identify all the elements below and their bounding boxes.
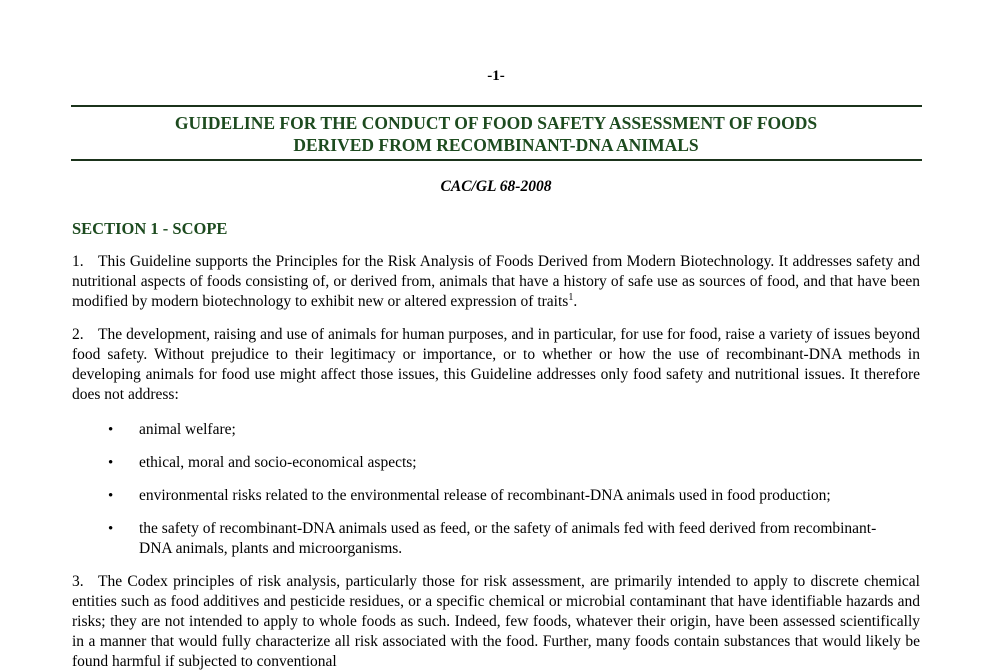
- paragraph-1-text: This Guideline supports the Principles for the Risk Analysis of Foods Derived from Modern Biotechnology. It addresses safety and nutritional aspects of foods consisting of, or derived from, animals that have a history of safe use as sources of food, and that have been modified by modern biotechnology to exhibit new or altered expression of traits: [72, 253, 920, 310]
- bullet-icon: •: [108, 521, 114, 537]
- top-rule: [71, 105, 922, 107]
- bullet-icon: •: [108, 422, 114, 438]
- document-title-line2: DERIVED FROM RECOMBINANT-DNA ANIMALS: [293, 135, 699, 155]
- paragraph-2-text: The development, raising and use of animals for human purposes, and in particular, for use for food, raise a variety of issues beyond food safety. Without prejudice to their legitimacy or importance, or to whether or how the use of recombinant-DNA methods in developing animals for food use might affect those issues, this Guideline addresses only food safety and nutritional issues. It therefore does not address:: [72, 326, 920, 403]
- list-item-text: animal welfare;: [139, 421, 236, 438]
- list-item-text: ethical, moral and socio-economical aspects;: [139, 454, 417, 471]
- bullet-icon: •: [108, 455, 114, 471]
- bullet-icon: •: [108, 488, 114, 504]
- list-item: [108, 486, 894, 506]
- paragraph-2: [72, 325, 920, 405]
- document-title: [72, 112, 920, 156]
- paragraph-1-tail: .: [573, 293, 578, 310]
- document-reference: CAC/GL 68-2008: [440, 178, 552, 195]
- paragraph-2-number: 2.: [72, 326, 84, 343]
- document-title-line1: GUIDELINE FOR THE CONDUCT OF FOOD SAFETY ASSESSMENT OF FOODS: [174, 113, 818, 133]
- list-item: [108, 420, 894, 440]
- list-item: [108, 453, 894, 473]
- list-item-text: environmental risks related to the environmental release of recombinant-DNA animals used in food production;: [139, 487, 831, 504]
- paragraph-3: [72, 572, 920, 672]
- paragraph-3-number: 3.: [72, 573, 84, 590]
- paragraph-1-number: 1.: [72, 253, 84, 270]
- list-item: [108, 519, 894, 559]
- page-number: -1-: [487, 68, 505, 84]
- paragraph-1: [72, 252, 920, 312]
- list-item-text: the safety of recombinant-DNA animals used as feed, or the safety of animals fed with feed derived from recombinant-DNA animals, plants and microorganisms.: [139, 520, 877, 557]
- paragraph-3-text: The Codex principles of risk analysis, particularly those for risk assessment, are primarily intended to apply to discrete chemical entities such as food additives and pesticide residues, or a specific chemical or microbial contaminant that have identifiable hazards and risks; they are not intended to apply to whole foods as such. Indeed, few foods, whatever their origin, have been assessed scientifically in a manner that would fully characterize all risk associated with the food. Further, many foods contain substances that would likely be found harmful if subjected to conventional: [72, 573, 920, 670]
- footnote-marker-1: 1: [568, 291, 574, 303]
- section-1-heading: SECTION 1 - SCOPE: [72, 219, 228, 238]
- exclusions-list: [72, 420, 920, 559]
- bottom-rule: [71, 159, 922, 161]
